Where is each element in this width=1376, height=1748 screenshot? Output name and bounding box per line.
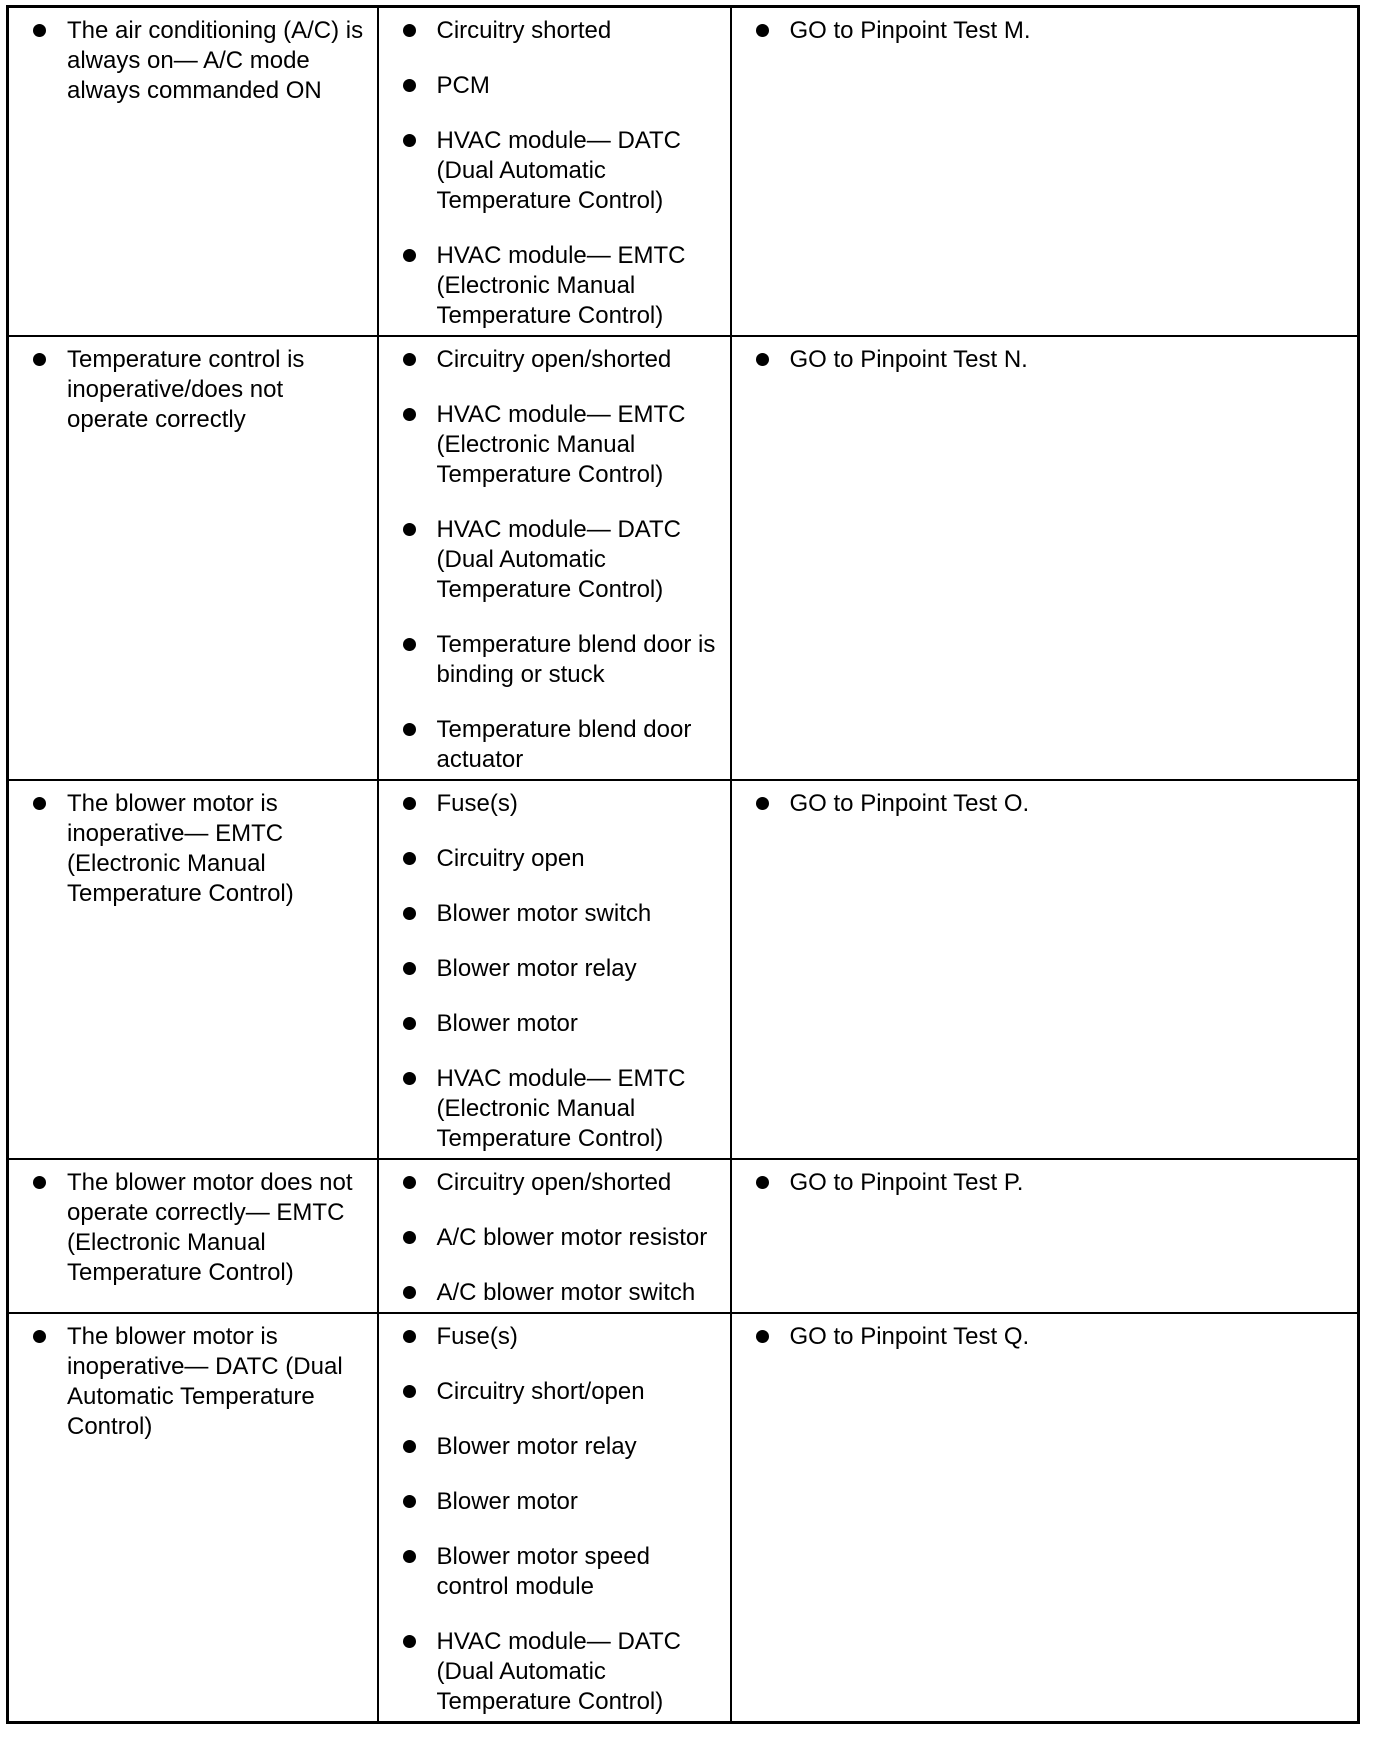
list-item [401, 954, 722, 984]
list-item [401, 715, 722, 775]
bullet-icon [33, 24, 46, 37]
list-item-text: HVAC module— DATC (Dual Automatic Temperature Control) [436, 127, 681, 214]
list-item [401, 16, 722, 46]
condition-cell [8, 1313, 378, 1723]
list-item-text: HVAC module— EMTC (Electronic Manual Temperature Control) [436, 242, 686, 329]
list-item-text: A/C blower motor switch [436, 1279, 696, 1306]
bullet-icon [403, 1286, 416, 1299]
list-item [754, 16, 1350, 46]
action-cell [731, 1313, 1359, 1723]
list-item [401, 1168, 722, 1198]
list-item [401, 630, 722, 690]
bullet-icon [756, 24, 769, 37]
list-item [31, 1322, 369, 1442]
list-item-text: Temperature control is inoperative/does not operate correctly [67, 346, 305, 433]
list-item [401, 1487, 722, 1517]
possible-sources-cell [378, 1159, 731, 1313]
table-row [8, 1159, 1359, 1313]
list-item-text: Fuse(s) [436, 1323, 518, 1350]
list-item-text: HVAC module— DATC (Dual Automatic Temperature Control) [436, 1628, 681, 1715]
bullet-icon [33, 353, 46, 366]
list-item [401, 899, 722, 929]
bullet-icon [403, 1495, 416, 1508]
action-list [754, 789, 1350, 819]
list-item-text: A/C blower motor resistor [436, 1224, 708, 1251]
bullet-icon [403, 523, 416, 536]
list-item [401, 789, 722, 819]
bullet-icon [403, 249, 416, 262]
bullet-icon [403, 1176, 416, 1189]
list-item-text: Circuitry short/open [436, 1378, 645, 1405]
bullet-icon [403, 1440, 416, 1453]
list-item-text: HVAC module— EMTC (Electronic Manual Temperature Control) [436, 1065, 686, 1152]
list-item-text: Blower motor [436, 1010, 578, 1037]
list-item [754, 789, 1350, 819]
bullet-icon [403, 1550, 416, 1563]
possible-sources-cell [378, 336, 731, 780]
action-list [754, 1168, 1350, 1198]
bullet-icon [403, 723, 416, 736]
list-item-text: Fuse(s) [436, 790, 518, 817]
list-item-text: The blower motor is inoperative— EMTC (Electronic Manual Temperature Control) [67, 790, 294, 907]
bullet-icon [403, 1017, 416, 1030]
list-item [401, 515, 722, 605]
action-cell [731, 336, 1359, 780]
sources-list [401, 1168, 722, 1308]
action-list [754, 1322, 1350, 1352]
list-item [401, 1322, 722, 1352]
list-item [401, 844, 722, 874]
list-item [401, 1009, 722, 1039]
list-item-text: Circuitry open/shorted [436, 346, 672, 373]
list-item [401, 1542, 722, 1602]
table-row [8, 7, 1359, 337]
list-item-text: Circuitry open/shorted [436, 1169, 672, 1196]
list-item-text: GO to Pinpoint Test M. [789, 17, 1031, 44]
list-item [754, 345, 1350, 375]
bullet-icon [756, 1330, 769, 1343]
list-item [401, 1377, 722, 1407]
list-item-text: PCM [436, 72, 490, 99]
list-item [401, 1223, 722, 1253]
list-item [401, 126, 722, 216]
possible-sources-cell [378, 1313, 731, 1723]
sources-list [401, 345, 722, 775]
symptom-chart-table [6, 5, 1360, 1724]
list-item-text: Blower motor speed control module [436, 1543, 650, 1600]
table-row [8, 1313, 1359, 1723]
list-item-text: GO to Pinpoint Test P. [789, 1169, 1024, 1196]
bullet-icon [33, 797, 46, 810]
condition-cell [8, 1159, 378, 1313]
list-item [31, 345, 369, 435]
condition-cell [8, 780, 378, 1159]
list-item [401, 1064, 722, 1154]
list-item-text: Blower motor [436, 1488, 578, 1515]
list-item-text: Blower motor switch [436, 900, 652, 927]
list-item-text: The blower motor does not operate correctly— EMTC (Electronic Manual Temperature Control) [67, 1169, 353, 1286]
list-item-text: Temperature blend door is binding or stuck [436, 631, 716, 688]
list-item [401, 1627, 722, 1717]
table-row [8, 336, 1359, 780]
sources-list [401, 1322, 722, 1717]
list-item [754, 1322, 1350, 1352]
condition-list [31, 789, 369, 909]
action-cell [731, 780, 1359, 1159]
action-list [754, 16, 1350, 46]
condition-cell [8, 336, 378, 780]
condition-list [31, 1322, 369, 1442]
list-item [31, 1168, 369, 1288]
list-item [401, 345, 722, 375]
list-item-text: Temperature blend door actuator [436, 716, 692, 773]
bullet-icon [403, 24, 416, 37]
condition-list [31, 1168, 369, 1288]
list-item [401, 1432, 722, 1462]
bullet-icon [403, 353, 416, 366]
action-cell [731, 1159, 1359, 1313]
condition-cell [8, 7, 378, 337]
bullet-icon [403, 134, 416, 147]
list-item-text: GO to Pinpoint Test O. [789, 790, 1030, 817]
bullet-icon [403, 962, 416, 975]
list-item [401, 1278, 722, 1308]
list-item [31, 16, 369, 106]
list-item [401, 241, 722, 331]
symptom-table-body [8, 7, 1359, 1723]
list-item-text: GO to Pinpoint Test N. [789, 346, 1028, 373]
bullet-icon [403, 1385, 416, 1398]
bullet-icon [403, 638, 416, 651]
list-item [401, 71, 722, 101]
sources-list [401, 789, 722, 1154]
action-list [754, 345, 1350, 375]
list-item-text: The blower motor is inoperative— DATC (Dual Automatic Temperature Control) [67, 1323, 343, 1440]
bullet-icon [403, 1072, 416, 1085]
list-item-text: Circuitry open [436, 845, 585, 872]
bullet-icon [403, 1330, 416, 1343]
list-item [754, 1168, 1350, 1198]
list-item-text: Circuitry shorted [436, 17, 612, 44]
list-item-text: GO to Pinpoint Test Q. [789, 1323, 1030, 1350]
bullet-icon [403, 408, 416, 421]
list-item-text: Blower motor relay [436, 1433, 637, 1460]
possible-sources-cell [378, 7, 731, 337]
list-item-text: HVAC module— EMTC (Electronic Manual Temperature Control) [436, 401, 686, 488]
bullet-icon [403, 1231, 416, 1244]
bullet-icon [756, 797, 769, 810]
bullet-icon [403, 79, 416, 92]
list-item [401, 400, 722, 490]
condition-list [31, 16, 369, 106]
list-item-text: Blower motor relay [436, 955, 637, 982]
bullet-icon [33, 1330, 46, 1343]
possible-sources-cell [378, 780, 731, 1159]
bullet-icon [33, 1176, 46, 1189]
table-row [8, 780, 1359, 1159]
bullet-icon [756, 353, 769, 366]
list-item-text: The air conditioning (A/C) is always on— A/C mode always commanded ON [67, 17, 364, 104]
list-item-text: HVAC module— DATC (Dual Automatic Temperature Control) [436, 516, 681, 603]
bullet-icon [403, 907, 416, 920]
bullet-icon [403, 797, 416, 810]
bullet-icon [403, 852, 416, 865]
bullet-icon [756, 1176, 769, 1189]
action-cell [731, 7, 1359, 337]
sources-list [401, 16, 722, 331]
condition-list [31, 345, 369, 435]
list-item [31, 789, 369, 909]
bullet-icon [403, 1635, 416, 1648]
